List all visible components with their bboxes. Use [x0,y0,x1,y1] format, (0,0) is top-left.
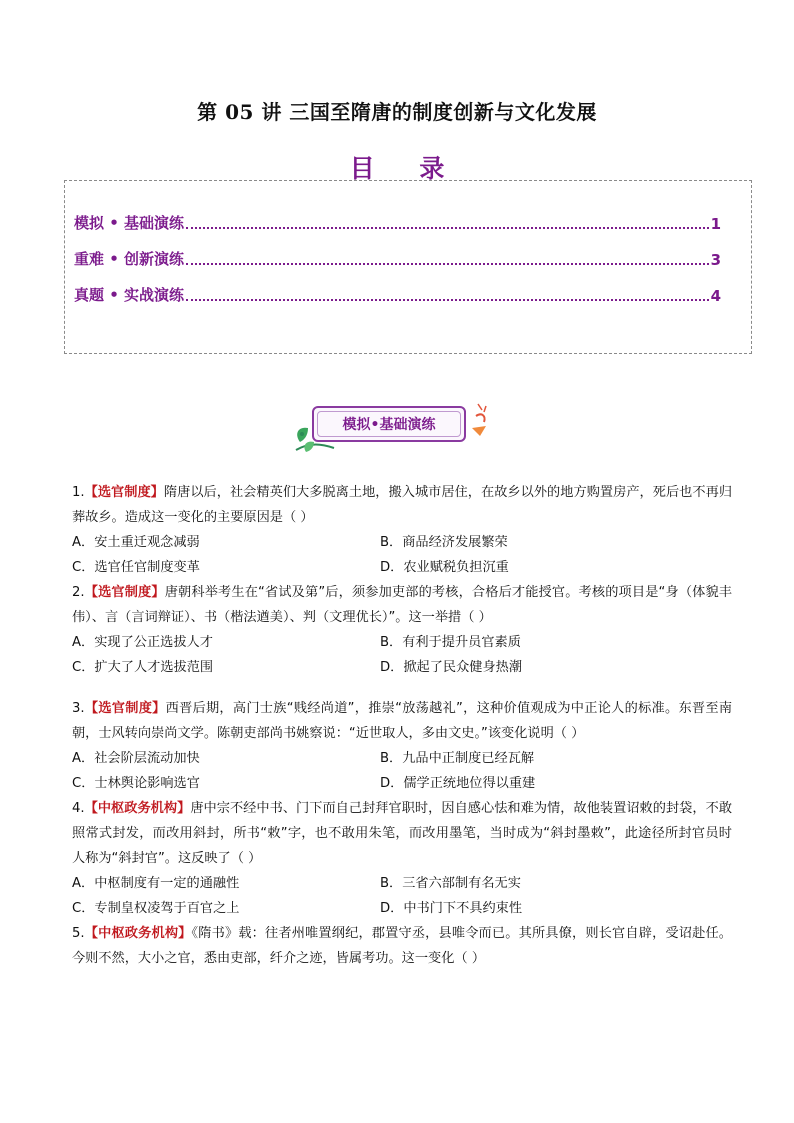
toc-leader-dots [186,227,709,229]
option-d[interactable]: D．中书门下不具约束性 [380,901,523,916]
option-d[interactable]: D．农业赋税负担沉重 [380,560,509,575]
toc-item-label: 重难 • 创新演练 [74,250,185,268]
section-banner [288,398,500,456]
toc-heading: 目 录 [349,154,463,183]
toc-item-1[interactable] [74,211,721,233]
option-d[interactable]: D．儒学正统地位得以重建 [380,776,536,791]
option-b[interactable]: B．三省六部制有名无实 [380,876,521,891]
question-5: 5.【中枢政务机构】《隋书》载：往者州唯置纲纪，郡置守丞，县唯令而已。其所具僚，则长官自辟，受诏赴任。今则不然，大小之官，悉由吏部，纤介之迹，皆属考功。这一变化（ ） [72,926,732,966]
toc-leader-dots [186,299,709,301]
toc-item-page: 3 [710,251,721,269]
option-b[interactable]: B．商品经济发展繁荣 [380,535,508,550]
question-4: 4.【中枢政务机构】唐中宗不经中书、门下而自己封拜官职时，因自感心怯和难为情，故他装置诏敕的封袋，不敢照常式封发，而改用斜封，所书“敕”字，也不敢用朱笔，而改用墨笔，当时成为“斜封墨敕”，此途径所封官员时人称为“斜封官”。这反映了（ ） A．中枢制度有一定的通融性 B．三省六部制有名无实 C．专制皇权凌驾于百官之上 D．中书门下不具约束性 [72,796,732,921]
question-tag: 【选官制度】 [84,485,164,500]
toc-item-label: 模拟 • 基础演练 [74,214,185,232]
option-c[interactable]: C．扩大了人才选拔范围 [72,660,214,675]
option-b[interactable]: B．九品中正制度已经瓦解 [380,751,535,766]
question-tag: 【中枢政务机构】 [84,801,191,816]
option-d[interactable]: D．掀起了民众健身热潮 [380,660,523,675]
option-a[interactable]: A．安土重迁观念减弱 [72,535,200,550]
option-c[interactable]: C．选官任官制度变革 [72,560,200,575]
toc-item-3[interactable] [74,283,721,305]
option-c[interactable]: C．士林舆论影响选官 [72,776,200,791]
question-2: 2.【选官制度】唐朝科举考生在“省试及第”后，须参加吏部的考核，合格后才能授官。考核的项目是“身（体貌丰伟）、言（言词辩证）、书（楷法遒美）、判（文理优长）”。这一举措（ ） A．实现了公正选拔人才 B．有利于提升员官素质 C．扩大了人才选拔范围 D．掀起了民众健身热潮 [72,580,732,680]
toc-item-label: 真题 • 实战演练 [74,286,185,304]
toc-item-2[interactable] [74,247,721,269]
toc-leader-dots [186,263,709,265]
option-a[interactable]: A．社会阶层流动加快 [72,751,200,766]
question-tag: 【选官制度】 [84,585,165,600]
table-of-contents [64,180,752,354]
option-a[interactable]: A．实现了公正选拔人才 [72,635,213,650]
question-stem: 隋唐以后，社会精英们大多脱离土地，搬入城市居住，在故乡以外的地方购置房产，死后也不再归葬故乡。造成这一变化的主要原因是（ ） [72,485,733,525]
question-stem: 《隋书》载：往者州唯置纲纪，郡置守丞，县唯令而已。其所具僚，则长官自辟，受诏赴任。今则不然，大小之官，悉由吏部，纤介之迹，皆属考功。这一变化（ ） [72,926,732,966]
question-list [72,480,732,971]
option-b[interactable]: B．有利于提升员官素质 [380,635,521,650]
question-stem: 西晋后期，高门士族“贱经尚道”，推崇“放荡越礼”，这种价值观成为中正论人的标准。东晋至南朝，士风转向崇尚文学。陈朝吏部尚书姚察说：“近世取人，多由文史。”该变化说明（ ） [72,701,733,741]
toc-item-page: 4 [710,287,721,305]
toc-item-page: 1 [710,215,721,233]
question-1: 1.【选官制度】隋唐以后，社会精英们大多脱离土地，搬入城市居住，在故乡以外的地方购置房产，死后也不再归葬故乡。造成这一变化的主要原因是（ ） A．安土重迁观念减弱 B．商品经济发展繁荣 C．选官任官制度变革 D．农业赋税负担沉重 [72,480,732,580]
question-tag: 【选官制度】 [84,701,166,716]
question-3: 3.【选官制度】西晋后期，高门士族“贱经尚道”，推崇“放荡越礼”，这种价值观成为中正论人的标准。东晋至南朝，士风转向崇尚文学。陈朝吏部尚书姚察说：“近世取人，多由文史。”该变化说明（ ） A．社会阶层流动加快 B．九品中正制度已经瓦解 C．士林舆论影响选官 D．儒学正统地位得以重建 [72,696,732,796]
question-stem: 唐朝科举考生在“省试及第”后，须参加吏部的考核，合格后才能授官。考核的项目是“身（体貌丰伟）、言（言词辩证）、书（楷法遒美）、判（文理优长）”。这一举措（ ） [72,585,732,625]
document-title: 第 05 讲 三国至隋唐的制度创新与文化发展 [197,100,597,124]
section-banner-label: 模拟•基础演练 [312,406,466,442]
question-tag: 【中枢政务机构】 [84,926,192,941]
option-a[interactable]: A．中枢制度有一定的通融性 [72,876,240,891]
question-stem: 唐中宗不经中书、门下而自己封拜官职时，因自感心怯和难为情，故他装置诏敕的封袋，不敢照常式封发，而改用斜封，所书“敕”字，也不敢用朱笔，而改用墨笔，当时成为“斜封墨敕”，此途径所封官员时人称为“斜封官”。这反映了（ ） [72,801,733,866]
option-c[interactable]: C．专制皇权凌驾于百官之上 [72,901,240,916]
